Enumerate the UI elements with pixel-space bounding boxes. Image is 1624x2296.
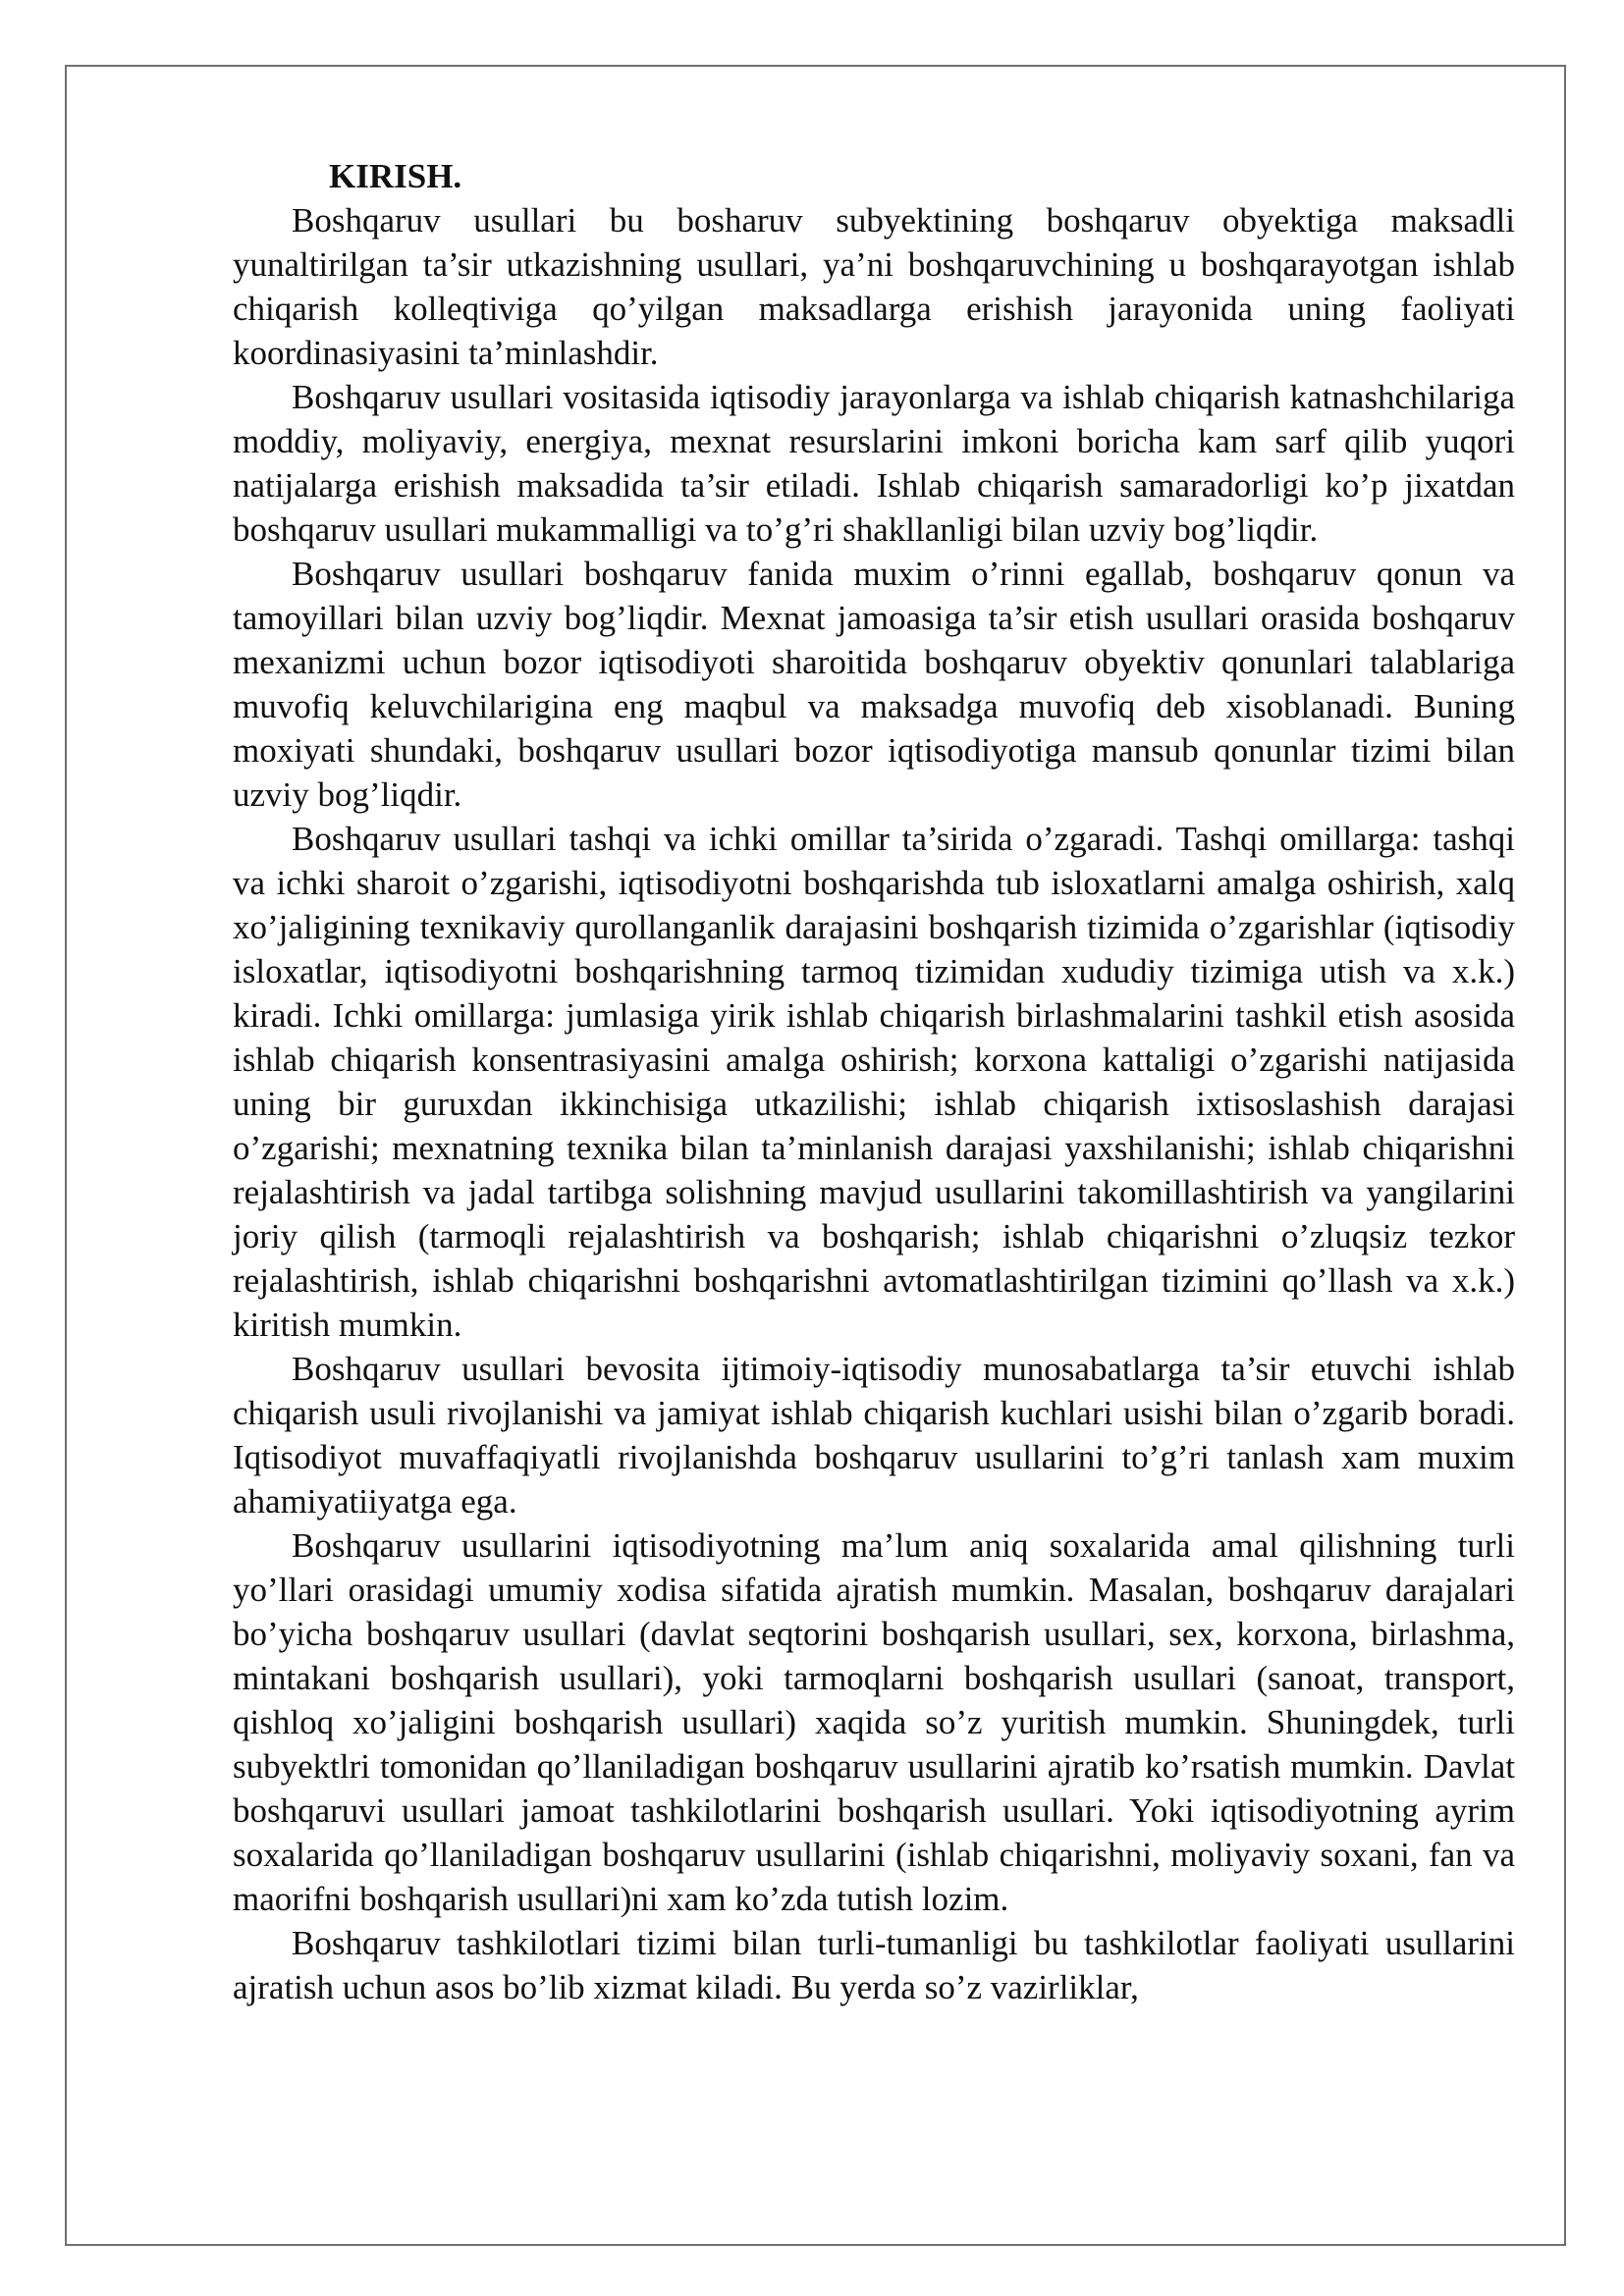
paragraph-6: Boshqaruv usullarini iqtisodiyotning ma’lum aniq soxalarida amal qilishning turli yo’llari orasidagi umumiy xodisa sifatida ajratish mumkin. Masalan, boshqaruv darajalari bo’yicha boshqaruv usullari (davlat seqtorini boshqarish usullari, sex, korxona, birlashma, mintakani boshqarish usullari), yoki tarmoqlarni boshqarish usullari (sanoat, transport, qishloq xo’jaligini boshqarish usullari) xaqida so’z yuritish mumkin. Shuningdek, turli subyektlri tomonidan qo’llaniladigan boshqaruv usullarini ajratib ko’rsatish mumkin. Davlat boshqaruvi usullari jamoat tashkilotlarini boshqarish usullari. Yoki iqtisodiyotning ayrim soxalarida qo’llaniladigan boshqaruv usullarini (ishlab chiqarishni, moliyaviy soxani, fan va maorifni boshqarish usullari)ni xam ko’zda tutish lozim.	[233, 1526, 1515, 1918]
document-body	[233, 154, 1515, 2009]
paragraph-4: Boshqaruv usullari tashqi va ichki omillar ta’sirida o’zgaradi. Tashqi omillarga: tashqi va ichki sharoit o’zgarishi, iqtisodiyotni boshqarishda tub isloxatlarni amalga oshirish, xalq xo’jaligining texnikaviy qurollanganlik darajasini boshqarish tizimida o’zgarishlar (iqtisodiy isloxatlar, iqtisodiyotni boshqarishning tarmoq tizimidan xududiy tizimiga utish va x.k.) kiradi. Ichki omillarga: jumlasiga yirik ishlab chiqarish birlashmalarini tashkil etish asosida ishlab chiqarish konsentrasiyasini amalga oshirish; korxona kattaligi o’zgarishi natijasida uning bir guruxdan ikkinchisiga utkazilishi; ishlab chiqarish ixtisoslashish darajasi o’zgarishi; mexnatning texnika bilan ta’minlanish darajasi yaxshilanishi; ishlab chiqarishni rejalashtirish va jadal tartibga solishning mavjud usullarini takomillashtirish va yangilarini joriy qilish (tarmoqli rejalashtirish va boshqarish; ishlab chiqarishni o’zluqsiz tezkor rejalashtirish, ishlab chiqarishni boshqarishni avtomatlashtirilgan tizimini qo’llash va x.k.) kiritish mumkin.	[233, 820, 1515, 1344]
paragraph-1: Boshqaruv usullari bu bosharuv subyektining boshqaruv obyektiga maksadli yunaltirilgan ta’sir utkazishning usullari, ya’ni boshqaruvchining u boshqarayotgan ishlab chiqarish kolleqtiviga qo’yilgan maksadlarga erishish jarayonida uning faoliyati koordinasiyasini ta’minlashdir.	[233, 201, 1515, 372]
paragraph-5: Boshqaruv usullari bevosita ijtimoiy-iqtisodiy munosabatlarga ta’sir etuvchi ishlab chiqarish usuli rivojlanishi va jamiyat ishlab chiqarish kuchlari usishi bilan o’zgarib boradi. Iqtisodiyot muvaffaqiyatli rivojlanishda boshqaruv usullarini to’g’ri tanlash xam muxim ahamiyatiiyatga ega.	[233, 1350, 1515, 1521]
paragraph-2: Boshqaruv usullari vositasida iqtisodiy jarayonlarga va ishlab chiqarish katnashchilariga moddiy, moliyaviy, energiya, mexnat resurslarini imkoni boricha kam sarf qilib yuqori natijalarga erishish maksadida ta’sir etiladi. Ishlab chiqarish samaradorligi ko’p jixatdan boshqaruv usullari mukammalligi va to’g’ri shakllanligi bilan uzviy bog’liqdir.	[233, 378, 1515, 549]
paragraph-3: Boshqaruv usullari boshqaruv fanida muxim o’rinni egallab, boshqaruv qonun va tamoyillari bilan uzviy bog’liqdir. Mexnat jamoasiga ta’sir etish usullari orasida boshqaruv mexanizmi uchun bozor iqtisodiyoti sharoitida boshqaruv obyektiv qonunlari talablariga muvofiq keluvchilarigina eng maqbul va maksadga muvofiq deb xisoblanadi. Buning moxiyati shundaki, boshqaruv usullari bozor iqtisodiyotiga mansub qonunlar tizimi bilan uzviy bog’liqdir.	[233, 555, 1515, 814]
page-heading: KIRISH.	[329, 157, 462, 195]
paragraph-7: Boshqaruv tashkilotlari tizimi bilan turli-tumanligi bu tashkilotlar faoliyati usullarini ajratish uchun asos bo’lib xizmat kiladi. Bu yerda so’z vazirliklar,	[233, 1924, 1515, 2006]
